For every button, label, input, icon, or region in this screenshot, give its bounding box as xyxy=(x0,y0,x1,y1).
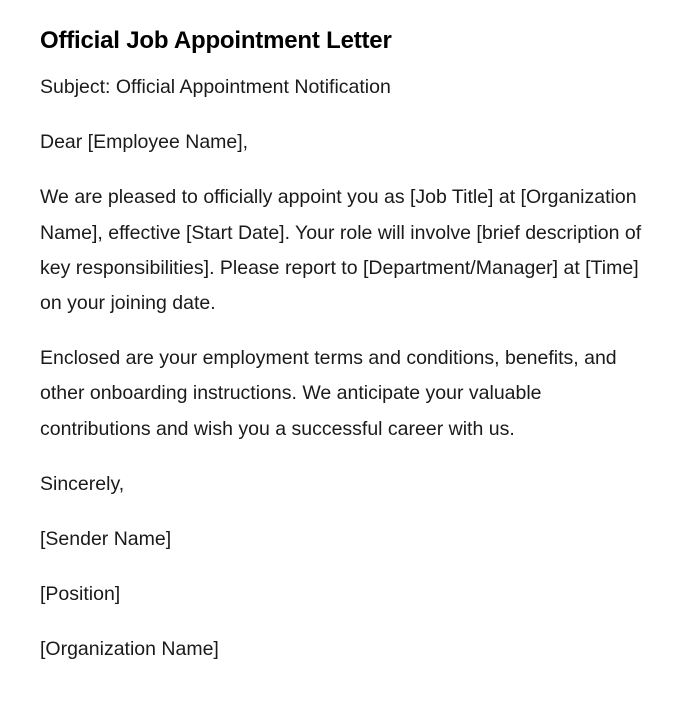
letter-body-paragraph-2: Enclosed are your employment terms and conditions, benefits, and other onboarding instructions. We anticipate your valuable contributions and wish you a successful career with us. xyxy=(40,347,617,440)
letter-salutation: Dear [Employee Name], xyxy=(40,131,249,154)
letter-closing: Sincerely, xyxy=(40,472,125,495)
signature-name: [Sender Name] xyxy=(40,528,172,551)
letter-body-paragraph-1: We are pleased to officially appoint you as [Job Title] at [Organization Name], effective [Start Date]. Your role will involve [brief description of key responsibilities]. Please report to [Department/Manager] at [Time] on your joining date. xyxy=(40,186,642,315)
letter-subject: Subject: Official Appointment Notification xyxy=(40,76,391,98)
signature-organization: [Organization Name] xyxy=(40,638,219,661)
letter-document xyxy=(40,24,644,668)
signature-position: [Position] xyxy=(40,583,121,606)
letter-title: Official Job Appointment Letter xyxy=(40,27,392,54)
